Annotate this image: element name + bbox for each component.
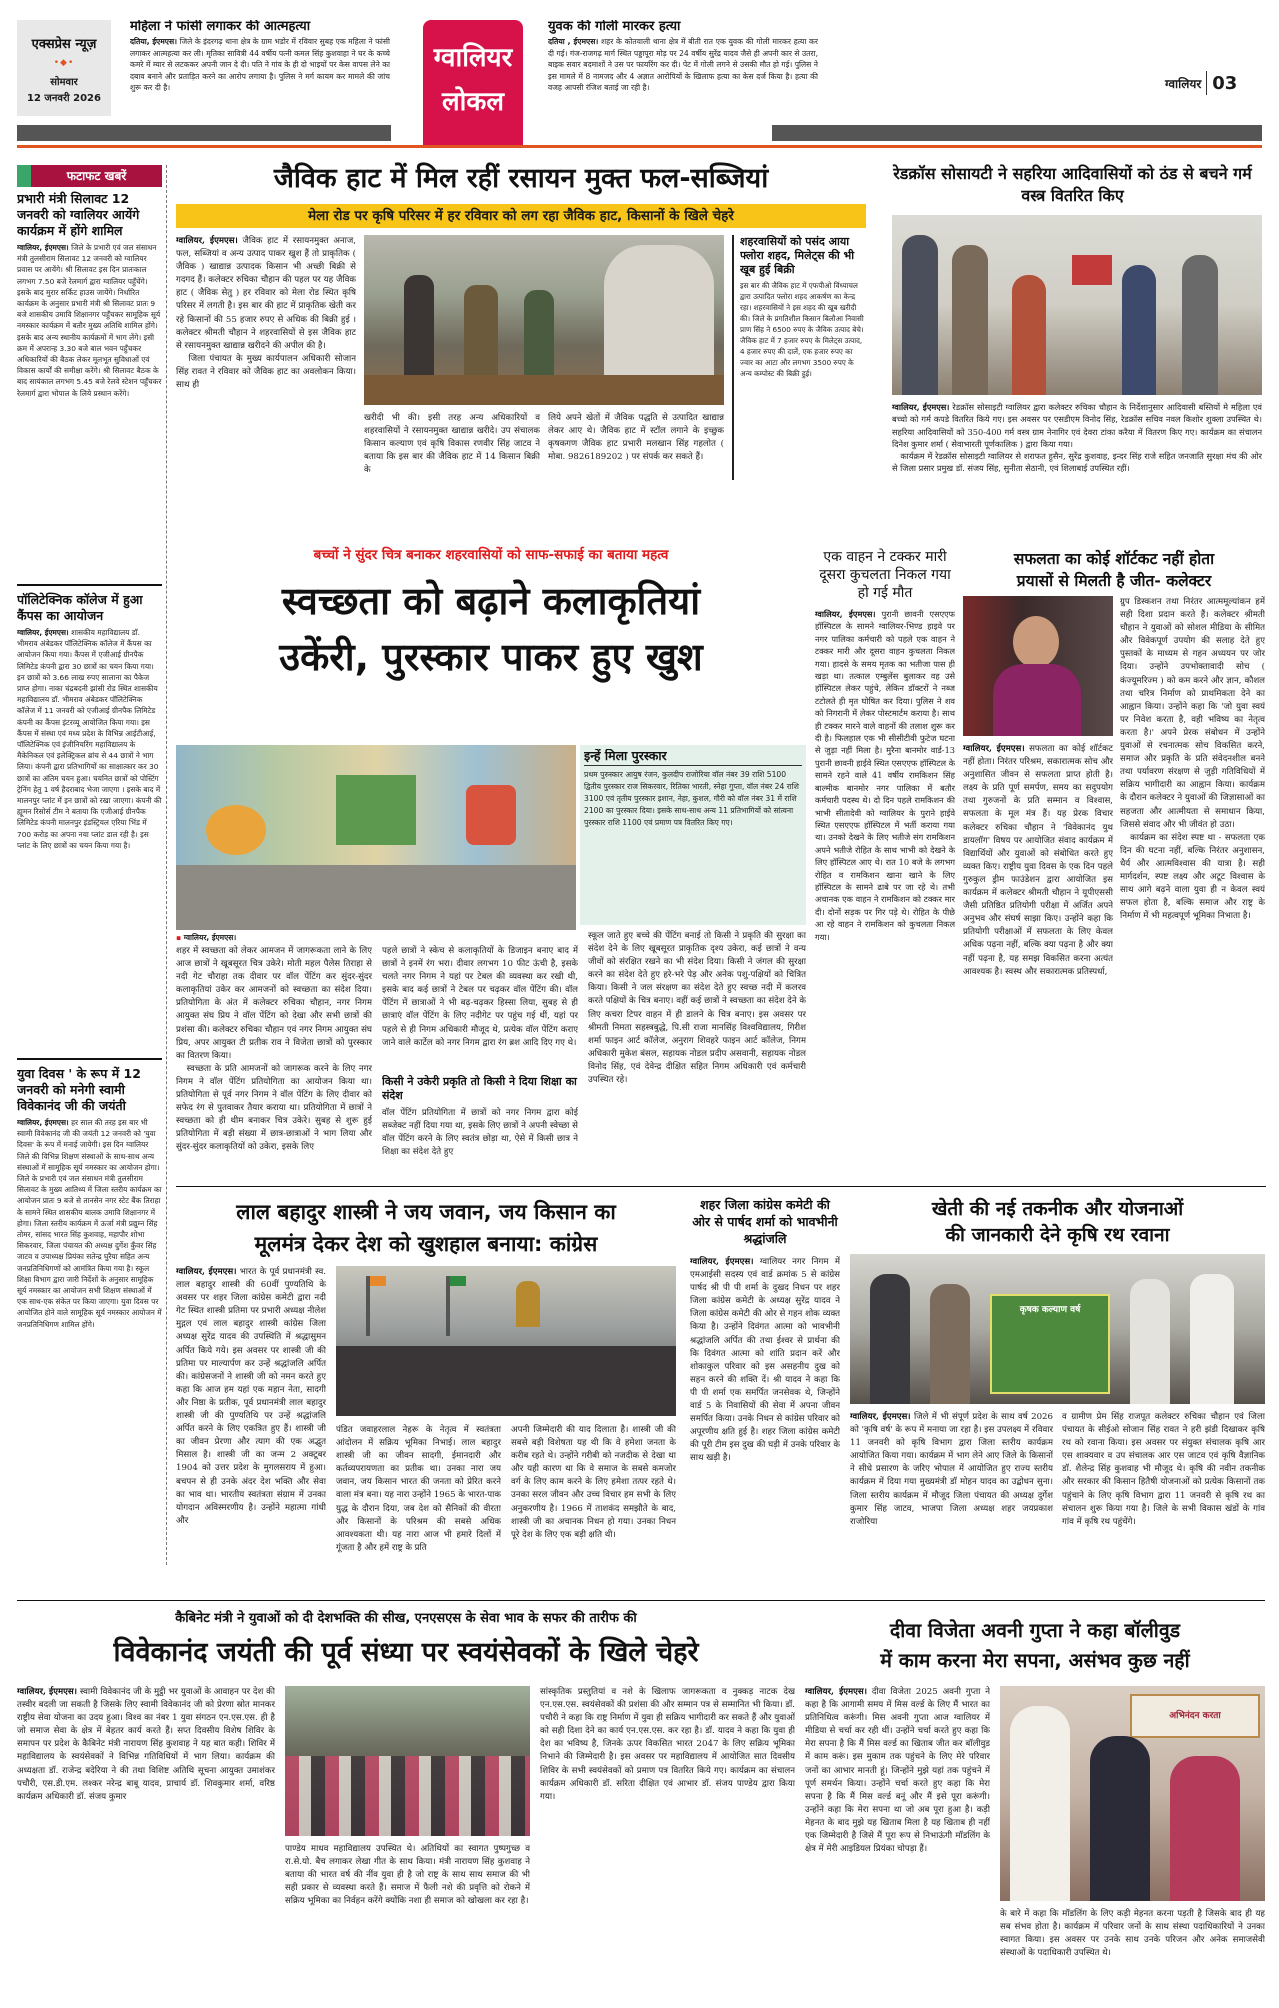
red-cross-body: रेडक्रॉस सोसाइटी ग्वालियर द्वारा कलेक्टर रुचिका चौहान के निर्देशानुसार आदिवासी बस्तियों मे महिला एवं बच्चो को गर्म कपडे वितरित किये गए। इस अवसर पर एसडीएम विनोद सिंह, रेडक्रॉस सचिव नवल किशोर शुक्ला उपस्थित थे। सहरिया आदिवासियों को 350-400 गर्म वस्त्र ग्राम नेनागिर एवं देवरा टांका करैया में वितरण किए गए। कार्यक्रम का संचालन दिनेश कुमार शर्मा ( सेवाभारती पूर्णकालिक ) द्वारा किया गया। [892,402,1262,449]
shastri-headline-line2: मूलमंत्र देकर देश को खुशहाल बनाया: कांग्रेस [254,1232,598,1256]
miss-diva-photo [1000,1686,1265,1901]
organic-market-headline: जैविक हाट में मिल रहीं रसायन मुक्त फल-सब्जियां [273,163,769,194]
shastri-body-col1: भारत के पूर्व प्रधानमंत्री स्व. लाल बहादुर शास्त्री की 60वीं पुण्यतिथि के अवसर पर शहर जिला कांग्रेस कमेटी द्वारा नदी गेट स्थित शास्त्री प्रतिमा पर प्रभारी अध्यक्ष नीलेश मुद्गल एवं लाल बहादुर शास्त्री कांग्रेस जिला अध्यक्ष सुरेंद्र यादव की उपस्थिति में श्रद्धासुमन अर्पित किये गये। इस अवसर पर शास्त्री जी की प्रतिमा पर माल्यार्पण कर उन्हें श्रद्धांजलि अर्पित की। कांग्रेसजनों ने शास्त्री जी को नमन करते हुए कहा कि आज हम यहां एक महान नेता, सादगी और निष्ठा के प्रतीक, पूर्व प्रधानमंत्री लाल बहादुर शास्त्री जी की पुण्यतिथि पर उन्हें श्रद्धांजलि अर्पित करने के लिए एकत्रित हुए हैं। शास्त्री जी का जीवन प्रेरणा और त्याग की एक अद्भुत मिसाल है। शास्त्री जी का जन्म 2 अक्टूबर 1904 को उत्तर प्रदेश के मुगलसराय में हुआ। बचपन से ही उनके अंदर देश भक्ति और सेवा का भाव था। भारतीय स्वतंत्रता संग्राम में उनका योगदान अविस्मरणीय है। उन्होंने महात्मा गांधी और [176,1267,326,1526]
miss-diva-body-col2: के बारे में कहा कि मॉडलिंग के लिए कड़ी मेहनत करना पड़ती है जिसके बाद ही यह सब संभव होता है। कार्यक्रम में परिवार जनों के साथ संस्था पदाधिकारियों ने उनका स्वागत किया। इस अवसर पर उनके साथ उनके परिजन और अनेक समाजसेवी संस्थाओं के पदाधिकारी उपस्थित थे। [1000,1909,1265,1959]
miss-diva-story: दीवा विजेता अवनी गुप्ता ने कहा बॉलीवुड में काम करना मेरा सपना, असंभव कुछ नहीं ग्वालियर, ईएमएस। दीवा विजेता 2025 अवनी गुप्ता ने कहा है कि आगामी समय में मिस वर्ल्ड के लिए मैं भारत का प्रतिनिधित्व करूंगी। मिस अवनी गुप्ता आज ग्वालियर में मीडिया से चर्चा कर रही थीं। उन्होंने चर्चा करते हुए कहा कि मेरा सपना है कि मैं मिस वर्ल्ड का खिताब जीत कर बॉलीवुड में काम करूं। इस मुकाम तक पहुंचने के लिए मेरे परिवार जनों का आभार मानती हूं। जिन्होंने मुझे यहां तक पहुंचने में पूर्ण समर्थन किया। उन्होंने चर्चा करते हुए कहा कि मेरा सपना है कि मैं मिस वर्ल्ड बनूं और मैं इसे पूरा करूंगी। उन्होंने कहा कि मेरा सपना था जो अब पूरा हुआ है। कड़ी मेहनत के बाद मुझे यह खिताब मिला है यह खिताब ही नहीं एक जिम्मेदारी है जिसे मैं पूरा रूप से निभाऊंगी मॉडलिंग के क्षेत्र में मेरी आइडियल प्रियंका चोपड़ा हैं। अभिनंदन करता के बारे में कहा कि मॉडलिंग के लिए कड़ी मेहनत करना पड़ती है जिसके बाद ही यह सब संभव होता है। कार्यक्रम में परिवार जनों के साथ संस्था पदाधिकारियों ने उनका स्वागत किया। इस अवसर पर उनके साथ उनके परिजन और अनेक समाजसेवी संस्थाओं के पदाधिकारी उपस्थित थे। [805,1616,1265,2003]
miss-diva-body-col1: दीवा विजेता 2025 अवनी गुप्ता ने कहा है कि आगामी समय में मिस वर्ल्ड के लिए मैं भारत का प्रतिनिधित्व करूंगी। मिस अवनी गुप्ता आज ग्वालियर में मीडिया से चर्चा कर रही थीं। उन्होंने चर्चा करते हुए कहा कि मेरा सपना है कि मैं मिस वर्ल्ड का खिताब जीत कर बॉलीवुड में काम करूं। इस मुकाम तक पहुंचने के लिए मेरे परिवार जनों का आभार मानती हूं। जिन्होंने मुझे यहां तक पहुंचने में पूर्ण समर्थन किया। उन्होंने चर्चा करते हुए कहा कि मेरा सपना है कि मैं मिस वर्ल्ड बनूं और मैं इसे पूरा करूंगी। उन्होंने कहा कि मेरा सपना था जो अब पूरा हुआ है। कड़ी मेहनत के बाद मुझे यह खिताब मिला है यह खिताब ही नहीं एक जिम्मेदारी है जिसे मैं पूरा रूप से निभाऊंगी मॉडलिंग के क्षेत्र में मेरी आइडियल प्रियंका चोपड़ा हैं। [805,1687,990,1855]
cleanliness-body-col2: पहले छात्रों ने स्केच से कलाकृतियों के डिजाइन बनाए बाद में छात्रों ने इनमें रंग भरा। दीवार लगभग 10 फीट ऊंची है, इसके चलते नगर निगम ने यहां पर टेबल की व्यवस्था कर रखी थी, इसके बाद कई छात्रों ने टेबल पर चढ़कर वॉल पेंटिंग की। वॉल पेंटिंग में छात्राओं ने भी बढ़-चढ़कर हिस्सा लिया, सुबह से ही छात्राएं वॉल पेंटिंग के लिए नदीगेट पर पहुंच गई थीं, यहां पर पहले से ही निगम अधिकारी मौजूद थे, प्रत्येक वॉल पेंटिंग कराए जाने वाले कार्टेल को नगर निगम द्वारा रंग ब्रश आदि दिए गए थे। [382,946,578,1048]
wall-painting-photo [176,745,576,930]
top-right-brief-headline: युवक की गोली मारकर हत्या [548,20,681,34]
top-right-brief [548,20,818,108]
inset-headline: किसी ने उकेरी प्रकृति तो किसी ने दिया शिक्षा का संदेश [382,1075,577,1102]
sidebar [17,165,162,1585]
tribute-body: ग्वालियर नगर निगम में एमआईसी सदस्य एवं वार्ड क्रमांक 5 से कांग्रेस पार्षद श्री पी पी शर्मा के दुखद निधन पर शहर जिला कांग्रेस कमेटी के अध्यक्ष सुरेंद्र यादव ने जिला कांग्रेस कमेटी की ओर से गहन शोक व्यक्त किया है। उन्होंने दिवंगत आत्मा को भावभीनी श्रद्धांजलि अर्पित की तथा ईश्वर से प्रार्थना की कि दिवंगत आत्मा को शांति प्रदान करें और शोकाकुल परिवार को इस असहनीय दुख को सहन करने की शक्ति दें। श्री यादव ने कहा कि पी पी शर्मा एक समर्पित जनसेवक थे, जिन्होंने वार्ड 5 के निवासियों की सेवा में अपना जीवन समर्पित किया। उनके निधन से कांग्रेस परिवार को अपूरणीय क्षति हुई है। शहर जिला कांग्रेस कमेटी की पूरी टीम इस दुख की घड़ी में उनके परिवार के साथ खड़ी है। [690,1257,840,1464]
photo-caption: ▪ ग्वालियर, ईएमएस। [176,933,237,942]
krishi-rath-story: खेती की नई तकनीक और योजनाओं की जानकारी देने कृषि रथ रवाना कृषक कल्याण वर्ष ग्वालियर, ईएमएस। जिले में भी संपूर्ण प्रदेश के साथ वर्ष 2026 को 'कृषि वर्ष' के रूप में मनाया जा रहा है। इस उपलक्ष्य में रविवार 11 जनवरी को कृषि विभाग द्वारा जिला स्तरीय कार्यक्रम आयोजित किया गया। कार्यक्रम में भाग लेने आए जिले के किसानों ने सीधे प्रसारण के जरिए भोपाल में आयोजित हुए राज्य स्तरीय कार्यक्रम में दिया गया मुख्यमंत्री डॉ मोहन यादव का उद्बोधन सुना। जिला स्तरीय कार्यक्रम में मौजूद जिला पंचायत की अध्यक्ष दुर्गेश कुमार सिंह जाटव, भाजपा जिला अध्यक्ष शहर जयप्रकाश राजोरिया व ग्रामीण प्रेम सिंह राजपूत कलेक्टर रुचिका चौहान एवं जिला पंचायत के सीईओ सोजान सिंह रावत ने हरी झंडी दिखाकर कृषि रथ को रवाना किया। इस अवसर पर संयुक्त संचालक कृषि आर एस शाक्यवार व उप संचालक आर एस जाटव एवं कृषि वैज्ञानिक डॉ. शैलेन्द्र सिंह कुशवाह भी मौजूद थे। कृषि की नवीन तकनीक और सरकार की किसान हितैषी योजनाओं को प्रत्येक किसानों तक पहुंचाने के लिए कृषि विभाग द्वारा 11 जनवरी से कृषि रथ का संचालन शुरू किया गया है। जिले के सभी विकास खंडों के गांव गांव में कृषि रथ पहुंचेंगे। [850,1198,1265,1527]
sidebar-story: पॉलिटेक्निक कॉलेज में हुआ कैंपस का आयोजन ग्वालियर, ईएमएस। शासकीय महाविद्यालय डॉ. भीमराव अंबेडकर पॉलिटेक्निक कॉलेज में कैंपस का आयोजन किया गया। कैंपस में एजीआई ग्रीनपैक लिमिटेड कंपनी द्वारा 30 छात्रों का चयन किया गया। इन छात्रों को 3.66 लाख रुपए सालाना का पैकेज प्राप्त होगा। नाका चंद्रबदनी झांसी रोड स्थित शासकीय महाविद्यालय डॉ. भीमराव अंबेडकर पॉलिटेक्निक कॉलेज में 11 जनवरी को एजीआई ग्रीनपैक लिमिटेड कंपनी का कैंपस इंटरव्यू आयोजित किया गया। इस कैंपस में संस्था एवं मध्य प्रदेश के विभिन्न आईटीआई, पॉलिटेक्निक एवं इंजीनियरिंग महाविद्यालय के मैकेनिकल एवं इलेक्ट्रिकल ब्रांच से 44 छात्रों ने भाग लिया। कंपनी द्वारा प्रतिभागियों का साक्षात्कार कर 30 छात्रों का अंतिम चयन हुआ। चयनित छात्रों को पोस्टिंग ट्रेनिंग हेतु 1 वर्ष हैदराबाद भेजा जाएगा । इसके बाद में मालनपुर प्लांट में इन छात्रों को रखा जाएगा। कंपनी की ह्यूमन रिसोर्स टीम ने बताया कि एजीआई ग्रीनपैक लिमिटेड कंपनी मालनपुर इंडस्ट्रियल एरिया भिंड में 700 करोड़ का अपना नया प्लांट डाल रही है। इस प्लांट के लिए छात्रों का चयन किया गया है। [17,592,162,850]
organic-market-sidebox [732,235,866,480]
accident-story: एक वाहन ने टक्कर मारी दूसरा कुचलता निकल गया हो गई मौत ग्वालियर, ईएमएस। पुरानी छावनी एसएएफ हॉस्पिटल के सामने ग्वालियर-भिण्ड हाइवे पर नगर पालिका कर्मचारी को पहले एक वाहन ने टक्कर मारी और दूसरा वाहन कुचलता निकल गया। हादसे के समय मृतक का भतीजा पास ही खड़ा था। तत्काल एम्बुलेंस बुलाकर वह उसे हॉस्पिटल लेकर पहुंचे, लेकिन डॉक्टरों ने नब्ज टटोलते ही मृत घोषित कर दिया। पुलिस ने शव को निगरानी में लेकर पोस्टमार्टम कराया है। साथ ही टक्कर मारने वाले वाहनों की तलाश शुरू कर दी है। फिलहाल एक भी सीसीटीवी फुटेज घटना से जुड़ा नहीं मिला है। मुरैना बानमोर वार्ड-13 पुरानी छावनी हाईवे स्थित एसएएफ हॉस्पिटल के सामने रहने वाले 41 वर्षीय रामकिशन सिंह बाल्मीक बानमोर नगर पालिका में बतौर कर्मचारी पदस्थ थे। दो दिन पहले रामकिशन की भाभी सीतादेवी को ग्वालियर के पुराने हाईवे स्थित एसएएफ हॉस्पिटल में भर्ती कराया गया था। उनको देखने के लिए भतीजे संग रामकिशन अपने भतीजे रोहित के साथ भाभी को देखने के लिए हॉस्पिटल आए थे। रात 10 बजे के लगभग रोहित व रामकिशन खाना खाने के लिए हॉस्पिटल के सामने ढाबे पर जा रहे थे। तभी अचानक एक वाहन ने रामकिशन को टक्कर मार दी। दोनों सड़क पर गिर पड़े थे। रोहित के पीछे आ रहे वाहन ने रामकिशन को कुचलता निकल गया। [815,549,955,942]
page-folio [1165,68,1265,98]
organic-market-photo [364,235,724,405]
vivekananda-body-col1: स्वामी विवेकानंद जी के मुट्ठी भर युवाओं के आवाहन पर देश की तस्वीर बदली जा सकती है जिसके लिए स्वामी विवेकानंद जी को प्रेरणा स्रोत मानकर राष्ट्रीय सेवा योजना का उदय हुआ। विश्व का नंबर 1 युवा संगठन एन.एस.एस. ही है जो समाज सेवा के क्षेत्र में बेहतर कार्य करते हैं। सप्त दिवसीय विशेष शिविर के समापन पर प्रदेश के कैबिनेट मंत्री नारायण सिंह कुशवाह ने यह बात कही। शिविर में महाविद्यालय के स्वयंसेवकों ने विभिन्न गतिविधियों में भाग लिया। कार्यक्रम की अध्यक्षता डॉ. राजेन्द्र बदेरिया ने की तथा विशिष्ट अतिथि सूचना आयुक्त उमाशंकर पचौरी, एस.डी.एम. लश्कर नरेन्द्र बाबू यादव, प्राचार्य डॉ. शिवकुमार शर्मा, वरिष्ठ कार्यक्रम अधिकारी डॉ. संजय कुमार [17,1687,275,1802]
accident-headline: एक वाहन ने टक्कर मारी दूसरा कुचलता निकल गया हो गई मौत [819,549,951,601]
gray-bar-right [772,125,1262,141]
vivekananda-body-col3: सांस्कृतिक प्रस्तुतियां व नशे के खिलाफ जागरूकता व नुक्कड़ नाटक देख एन.एस.एस. स्वयंसेवकों की प्रशंसा की और सम्मान पत्र से सम्मानित भी किया। डॉ. पचौरी ने कहा कि राष्ट्र निर्माण में युवा ही सक्रिय भागीदारी कर सकते हैं और युवाओं को सही दिशा देने का कार्य एन.एस.एस. कर रहा है। डॉ. यादव ने कहा कि युवा ही देश का भविष्य है, जिनके ऊपर विकसित भारत 2047 के लिए सक्रिय भूमिका निभाने की जिम्मेदारी है। इस अवसर पर महाविद्यालय में आयोजित सात दिवसीय शिविर के सभी स्वयंसेवकों को प्रमाण पत्र वितरित किये गए। कार्यक्रम का संचालन कार्यक्रम अधिकारी डॉ. सरिता दीक्षित एवं आभार डॉ. संजय पाण्डेय द्वारा किया गया। [540,1687,795,1802]
page-number: 03 [1212,72,1238,94]
award-headline: इन्हें मिला पुरस्कार [584,749,802,766]
top-left-brief [130,20,390,108]
red-cross-body-2: कार्यक्रम में रेडक्रॉस सोसाइटी ग्वालियर से शराफत हुसैन, सुरेंद्र कुशवाह, इन्दर सिंह राजे सहित जनजाति सुरक्षा मंच की ओर से जिला प्रसार प्रमुख डॉ. संजय सिंह, सुनीता सेठानी, एवं शिलाबाई उपस्थित रहीं। [892,451,1262,474]
accident-body: पुरानी छावनी एसएएफ हॉस्पिटल के सामने ग्वालियर-भिण्ड हाइवे पर नगर पालिका कर्मचारी को पहले एक वाहन ने टक्कर मारी और दूसरा वाहन कुचलता निकल गया। हादसे के समय मृतक का भतीजा पास ही खड़ा था। तत्काल एम्बुलेंस बुलाकर वह उसे हॉस्पिटल लेकर पहुंचे, लेकिन डॉक्टरों ने नब्ज टटोलते ही मृत घोषित कर दिया। पुलिस ने शव को निगरानी में लेकर पोस्टमार्टम कराया है। साथ ही टक्कर मारने वाले वाहनों की तलाश शुरू कर दी है। फिलहाल एक भी सीसीटीवी फुटेज घटना से जुड़ा नहीं मिला है। मुरैना बानमोर वार्ड-13 पुरानी छावनी हाईवे स्थित एसएएफ हॉस्पिटल के सामने रहने वाले 41 वर्षीय रामकिशन सिंह बाल्मीक बानमोर नगर पालिका में बतौर कर्मचारी पदस्थ थे। दो दिन पहले रामकिशन की भाभी सीतादेवी को ग्वालियर के पुराने हाईवे स्थित एसएएफ हॉस्पिटल में भर्ती कराया गया था। उनको देखने के लिए भतीजे संग रामकिशन अपने भतीजे रोहित के साथ भाभी को देखने के लिए हॉस्पिटल आए थे। रात 10 बजे के लगभग रोहित व रामकिशन खाना खाने के लिए हॉस्पिटल के सामने ढाबे पर जा रहे थे। तभी अचानक एक वाहन ने रामकिशन को टक्कर मार दी। दोनों सड़क पर गिर पड़े थे। रोहित के पीछे आ रहे वाहन ने रामकिशन को कुचलता निकल गया। [815,609,955,942]
organic-market-story: जैविक हाट में मिल रहीं रसायन मुक्त फल-सब्जियां मेला रोड पर कृषि परिसर में हर रविवार को लग रहा जैविक हाट, किसानों के खिले चेहरे ग्वालियर, ईएमएस। जैविक हाट में रसायनमुक्त अनाज, फल, सब्जियां व अन्य उत्पाद पाकर खुश हैं तो प्राकृतिक ( जैविक ) खाद्यान्न उत्पादक किसान भी अच्छी बिक्री से गदगद हैं। कलेक्टर रुचिका चौहान की पहल पर यह जैविक हाट ( जैविक सेतु ) हर रविवार को मेला रोड स्थित कृषि परिसर में लगती है। इस बार की हाट में प्राकृतिक खेती कर रहे किसानों की 55 हजार रुपए से अधिक की बिक्री हुई । कलेक्टर श्रीमती चौहान ने शहरवासियों से इस जैविक हाट से रसायनमुक्त खाद्यान्न खरीदने की अपील की है। जिला पंचायत के मुख्य कार्यपालन अधिकारी सोजान सिंह रावत ने रविवार को जैविक हाट का अवलोकन किया। साथ ही खरीदी भी की। इसी तरह अन्य अधिकारियों व शहरवासियों ने रसायनमुक्त खाद्यान्न खरीदे। उप संचालक किसान कल्याण एवं कृषि विकास रणवीर सिंह जाटव ने बताया कि इस बार की जैविक हाट में 14 किसान बिक्री के लिये अपने खेतों में जैविक पद्धति से उत्पादित खाद्यान्न लेकर आए थे। जैविक हाट में स्टॉल लगाने के इच्छुक कृषकगण जैविक हाट प्रभारी मलखान सिंह गहलोत ( मोबा. 9826189202 ) पर संपर्क कर सकते हैं। शहरवासियों को पसंद आया फ्लोरा शहद, मिलेट्स की भी खूब हुई बिक्री इस बार की जैविक हाट में एफपीओ विंध्याचल द्वारा उत्पादित फ्लोरा शहद आकर्षण का केन्द्र रहा। शहरवासियों ने इस शहद की खूब खरीदी की। जिले के प्रगतिशील किसान बिलौआ निवासी प्राण सिंह ने 6500 रुपए के जैविक उत्पाद बेचे। जैविक हाट में 7 हजार रुपए के मिलेट्स उत्पाद, 4 हजार रुपए की दालें, एक हजार रुपए का ज्वार का आटा और लगभग 3500 रुपए के अन्य कम्पोस्ट की बिक्री हुई। [176,160,866,540]
sidebar-story: युवा दिवस ' के रूप में 12 जनवरी को मनेगी स्वामी विवेकानंद जी की जयंती ग्वालियर, ईएमएस। हर साल की तरह इस बार भी स्वामी विवेकानंद जी की जयंती 12 जनवरी को 'युवा दिवस' के रूप में मनाई जायेगी। इस दिन ग्वालियर जिले की विभिन्न शिक्षण संस्थाओं के साथ-साथ अन्य संस्थाओं में सामूहिक सूर्य नमस्कार का आयोजन होगा। जिले के प्रभारी एवं जल संसाधन मंत्री तुलसीराम सिलावट के मुख्य आतिथ्य में जिला स्तरीय कार्यक्रम का आयोजन प्रातः 9 बजे से तानसेन नगर स्टेट बैंक तिराहा के सामने स्थित शासकीय बालक उमावि शिक्षानगर में होगा। जिला स्तरीय कार्यक्रम में ऊर्जा मंत्री प्रद्युम्न सिंह तोमर, सांसद भारत सिंह कुशवाह, महापौर शोभा सिकरवार, जिला पंचायत की अध्यक्ष दुर्गेश कुँवर सिंह जाटव व उपाध्यक्ष प्रियंका सतेन्द्र घुरैया सहित अन्य जनप्रतिनिधिगणों को आमंत्रित किया गया है। स्कूल शिक्षा विभाग द्वारा जारी निर्देशों के अनुसार सामूहिक सूर्य नमस्कार का आयोजन सभी शिक्षण संस्थाओं में एक साथ-एक संकेत पर किया जाएगा। युवा दिवस पर आयोजित होने वाले सामूहिक सूर्य नमस्कार आयोजन में जनप्रतिनिधिगण शामिल होंगे। [17,1066,162,1329]
sidebar-label: फटाफट खबरें [17,165,162,187]
issue-day: सोमवार [50,77,78,88]
sidebar-story-body: हर साल की तरह इस बार भी स्वामी विवेकानंद जी की जयंती 12 जनवरी को 'युवा दिवस' के रूप में मनाई जायेगी। इस दिन ग्वालियर जिले की विभिन्न शिक्षण संस्थाओं के साथ-साथ अन्य संस्थाओं में सामूहिक सूर्य नमस्कार का आयोजन होगा। जिले के प्रभारी एवं जल संसाधन मंत्री तुलसीराम सिलावट के मुख्य आतिथ्य में जिला स्तरीय कार्यक्रम का आयोजन प्रातः 9 बजे से तानसेन नगर स्टेट बैंक तिराहा के सामने स्थित शासकीय बालक उमावि शिक्षानगर में होगा। जिला स्तरीय कार्यक्रम में ऊर्जा मंत्री प्रद्युम्न सिंह तोमर, सांसद भारत सिंह कुशवाह, महापौर शोभा सिकरवार, जिला पंचायत की अध्यक्ष दुर्गेश कुँवर सिंह जाटव व उपाध्यक्ष प्रियंका सतेन्द्र घुरैया सहित अन्य जनप्रतिनिधिगणों को आमंत्रित किया गया है। स्कूल शिक्षा विभाग द्वारा जारी निर्देशों के अनुसार सामूहिक सूर्य नमस्कार का आयोजन सभी शिक्षण संस्थाओं में एक साथ-एक संकेत पर किया जाएगा। युवा दिवस पर आयोजित होने वाले सामूहिक सूर्य नमस्कार आयोजन में जनप्रतिनिधिगण शामिल होंगे। [17,1118,162,1329]
issue-date: 12 जनवरी 2026 [27,93,101,104]
section-title-line2: लोकल [442,87,504,117]
section-rule [17,1600,1265,1601]
krishi-headline-line1: खेती की नई तकनीक और योजनाओं [931,1198,1184,1220]
vivekananda-body-col2: पाण्डेय माधव महाविद्यालय उपस्थित थे। अतिथियों का स्वागत पुष्पगुच्छ व रा.से.यो. बैच लगाकर लेखा गीत के साथ किया। मंत्री नारायण सिंह कुशवाह ने बताया की भारत वर्ष की नींव युवा ही है जो राष्ट्र के साथ साथ समाज की भी सही प्रकार से व्यवस्था करते हैं। समाज में फैली नशे की प्रवृत्ति को रोकने में सक्रिय भूमिका का निर्वहन करेंगे क्योंकि नशा ही समाज को खोखला कर रहा है। [285,1844,530,1907]
top-left-brief-dateline: दतिया, ईएमएस। [130,37,178,47]
collector-body-left: सफलता का कोई शॉर्टकट नहीं होता। निरंतर परिश्रम, सकारात्मक सोच और अनुशासित जीवन से सफलता प्राप्त होती है। लक्ष्य के प्रति पूर्ण समर्पण, समय का सदुपयोग तथा गुरुजनों के प्रति सम्मान व विश्वास, सफलता के मूल मंत्र हैं। यह प्रेरक विचार कलेक्टर रुचिका चौहान ने 'विवेकानंद युथ डायलॉग' विषय पर आयोजित संवाद कार्यक्रम में विद्यार्थियों और युवाओं को संबोधित करते हुए व्यक्त किए। राष्ट्रीय युवा दिवस के एक दिन पहले गुरुकुल ड्रीम फाउंडेशन द्वारा आयोजित इस कार्यक्रम में कलेक्टर श्रीमती चौहान ने यूपीएससी जैसी प्रतिष्ठित प्रतियोगी परीक्षा में अर्जित अपने अनुभव और संघर्ष साझा किए। उन्होंने कहा कि प्रतियोगी परीक्षाओं में सफलता के लिए केवल अधिक पढ़ना नहीं, बल्कि क्या पढ़ना है और क्या नहीं पढ़ना है, यह समझ विकसित करना अत्यंत आवश्यक है। स्वस्थ और सकारात्मक प्रतिस्पर्धा, [963,744,1113,977]
sidebar-story-headline: पॉलिटेक्निक कॉलेज में हुआ कैंपस का आयोजन [17,592,143,623]
sidebox-body: इस बार की जैविक हाट में एफपीओ विंध्याचल द्वारा उत्पादित फ्लोरा शहद आकर्षण का केन्द्र रहा। शहरवासियों ने इस शहद की खूब खरीदी की। जिले के प्रगतिशील किसान बिलौआ निवासी प्राण सिंह ने 6500 रुपए के जैविक उत्पाद बेचे। जैविक हाट में 7 हजार रुपए के मिलेट्स उत्पाद, 4 हजार रुपए की दालें, एक हजार रुपए का ज्वार का आटा और लगभग 3500 रुपए के अन्य कम्पोस्ट की बिक्री हुई। [740,281,864,378]
red-cross-story: रेडक्रॉस सोसायटी ने सहरिया आदिवासियों को ठंड से बचने गर्म वस्त्र वितरित किए ग्वालियर, ईएमएस। रेडक्रॉस सोसाइटी ग्वालियर द्वारा कलेक्टर रुचिका चौहान के निर्देशानुसार आदिवासी बस्तियों मे महिला एवं बच्चो को गर्म कपडे वितरित किये गए। इस अवसर पर एसडीएम विनोद सिंह, रेडक्रॉस सचिव नवल किशोर शुक्ला उपस्थित थे। सहरिया आदिवासियों को 350-400 गर्म वस्त्र ग्राम नेनागिर एवं देवरा टांका करैया में वितरण किए गए। कार्यक्रम का संचालन दिनेश कुमार शर्मा ( सेवाभारती पूर्णकालिक ) द्वारा किया गया। कार्यक्रम में रेडक्रॉस सोसाइटी ग्वालियर से शराफत हुसैन, सुरेंद्र कुशवाह, इन्दर सिंह राजे सहित जनजाति सुरक्षा मंच की ओर से जिला प्रसार प्रमुख डॉ. संजय सिंह, सुनीता सेठानी, एवं शिलाबाई उपस्थित रहीं। [880,163,1265,533]
organic-market-body: जैविक हाट में रसायनमुक्त अनाज, फल, सब्जियां व अन्य उत्पाद पाकर खुश हैं तो प्राकृतिक ( जैविक ) खाद्यान्न उत्पादक किसान भी अच्छी बिक्री से गदगद हैं। कलेक्टर रुचिका चौहान की पहल पर यह जैविक हाट ( जैविक सेतु ) हर रविवार को मेला रोड स्थित कृषि परिसर में लगती है। इस बार की हाट में प्राकृतिक खेती कर रहे किसानों की 55 हजार रुपए से अधिक की बिक्री हुई । कलेक्टर श्रीमती चौहान ने शहरवासियों से इस जैविक हाट से रसायनमुक्त खाद्यान्न खरीदने की अपील की है। [176,236,356,351]
sidebar-story-headline: प्रभारी मंत्री सिलावट 12 जनवरी को ग्वालियर आयेंगे कार्यक्रम में होंगे शामिल [17,191,140,238]
red-cross-headline: रेडक्रॉस सोसायटी ने सहरिया आदिवासियों को ठंड से बचने गर्म वस्त्र वितरित किए [893,164,1252,205]
divider [17,584,162,586]
miss-diva-headline-line1: दीवा विजेता अवनी गुप्ता ने कहा बॉलीवुड [889,1619,1181,1642]
vivekananda-kicker: कैबिनेट मंत्री ने युवाओं को दी देशभक्ति की सीख, एनएसएस के सेवा भाव के सफर की तारीफ की [175,1611,637,1626]
top-right-brief-dateline: दतिया , ईएमएस। [548,37,599,47]
section-title-block [423,20,523,147]
shastri-story: लाल बहादुर शास्त्री ने जय जवान, जय किसान का मूलमंत्र देकर देश को खुशहाल बनाया: कांग्रेस ग्वालियर, ईएमएस। भारत के पूर्व प्रधानमंत्री स्व. लाल बहादुर शास्त्री की 60वीं पुण्यतिथि के अवसर पर शहर जिला कांग्रेस कमेटी द्वारा नदी गेट स्थित शास्त्री प्रतिमा पर प्रभारी अध्यक्ष नीलेश मुद्गल एवं लाल बहादुर शास्त्री कांग्रेस जिला अध्यक्ष सुरेंद्र यादव की उपस्थिति में श्रद्धासुमन अर्पित किये गये। इस अवसर पर शास्त्री जी की प्रतिमा पर माल्यार्पण कर उन्हें श्रद्धांजलि अर्पित की। कांग्रेसजनों ने शास्त्री जी को नमन करते हुए कहा कि आज हम यहां एक महान नेता, सादगी और निष्ठा के प्रतीक, पूर्व प्रधानमंत्री लाल बहादुर शास्त्री जी की पुण्यतिथि पर उन्हें श्रद्धांजलि अर्पित करने के लिए एकत्रित हुए हैं। शास्त्री जी का जीवन प्रेरणा और त्याग की एक अद्भुत मिसाल है। शास्त्री जी का जन्म 2 अक्टूबर 1904 को उत्तर प्रदेश के मुगलसराय में हुआ। बचपन से ही उनके अंदर देश भक्ति और सेवा का भाव था। भारतीय स्वतंत्रता संग्राम में उनका योगदान अविस्मरणीय है। उन्होंने महात्मा गांधी और पंडित जवाहरलाल नेहरू के नेतृत्व में स्वतंत्रता आंदोलन में सक्रिय भूमिका निभाई। लाल बहादुर शास्त्री जी का जीवन सादगी, ईमानदारी और कर्तव्यपरायणता का प्रतीक था। उनका नारा जय जवान, जय किसान भारत की जनता को प्रेरित करने वाला मंत्र बना। यह नारा उन्होंने 1965 के भारत-पाक युद्ध के दौरान दिया, जब देश को सैनिकों की वीरता और किसानों के परिश्रम की सबसे अधिक आवश्यकता थी। यह नारा आज भी हमारे दिलों में गूंजता है और हमें राष्ट्र के प्रति अपनी जिम्मेदारी की याद दिलाता है। शास्त्री जी की सबसे बड़ी विशेषता यह थी कि वे हमेशा जनता के करीब रहते थे। उन्होंने गरीबी को नजदीक से देखा था और यही कारण था कि वे समाज के सबसे कमजोर वर्ग के लिए काम करने के लिए हमेशा तत्पर रहते थे। उनका सरल जीवन और उच्च विचार हम सभी के लिए अनुकरणीय है। 1966 में ताशकंद समझौते के बाद, शास्त्री जी का अचानक निधन हो गया। उनका निधन पूरे देश के लिए एक बड़ी क्षति थी। [176,1196,676,1596]
nss-group-photo [285,1686,530,1836]
vivekananda-story: कैबिनेट मंत्री ने युवाओं को दी देशभक्ति की सीख, एनएसएस के सेवा भाव के सफर की तारीफ की विवेकानंद जयंती की पूर्व संध्या पर स्वयंसेवकों के खिले चेहरे ग्वालियर, ईएमएस। स्वामी विवेकानंद जी के मुट्ठी भर युवाओं के आवाहन पर देश की तस्वीर बदली जा सकती है जिसके लिए स्वामी विवेकानंद जी को प्रेरणा स्रोत मानकर राष्ट्रीय सेवा योजना का उदय हुआ। विश्व का नंबर 1 युवा संगठन एन.एस.एस. ही है जो समाज सेवा के क्षेत्र में बेहतर कार्य करते हैं। सप्त दिवसीय विशेष शिविर के समापन पर प्रदेश के कैबिनेट मंत्री नारायण सिंह कुशवाह ने यह बात कही। शिविर में महाविद्यालय के स्वयंसेवकों ने विभिन्न गतिविधियों में भाग लिया। कार्यक्रम की अध्यक्षता डॉ. राजेन्द्र बदेरिया ने की तथा विशिष्ट अतिथि सूचना आयुक्त उमाशंकर पचौरी, एस.डी.एम. लश्कर नरेन्द्र बाबू यादव, प्राचार्य डॉ. शिवकुमार शर्मा, वरिष्ठ कार्यक्रम अधिकारी डॉ. संजय कुमार पाण्डेय माधव महाविद्यालय उपस्थित थे। अतिथियों का स्वागत पुष्पगुच्छ व रा.से.यो. बैच लगाकर लेखा गीत के साथ किया। मंत्री नारायण सिंह कुशवाह ने बताया की भारत वर्ष की नींव युवा ही है जो राष्ट्र के साथ साथ समाज की भी सही प्रकार से व्यवस्था करते हैं। समाज में फैली नशे की प्रवृत्ति को रोकने में सक्रिय भूमिका का निर्वहन करेंगे क्योंकि नशा ही समाज को खोखला कर रहा है। सांस्कृतिक प्रस्तुतियां व नशे के खिलाफ जागरूकता व नुक्कड़ नाटक देख एन.एस.एस. स्वयंसेवकों की प्रशंसा की और सम्मान पत्र से सम्मानित भी किया। डॉ. पचौरी ने कहा कि राष्ट्र निर्माण में युवा ही सक्रिय भागीदारी कर सकते हैं और युवाओं को सही दिशा देने का कार्य एन.एस.एस. कर रहा है। डॉ. यादव ने कहा कि युवा ही देश का भविष्य है, जिनके ऊपर विकसित भारत 2047 के लिए सक्रिय भूमिका निभाने की जिम्मेदारी है। इस अवसर पर महाविद्यालय में आयोजित सात दिवसीय शिविर के सभी स्वयंसेवकों को प्रमाण पत्र वितरित किये गए। कार्यक्रम का संचालन कार्यक्रम अधिकारी डॉ. सरिता दीक्षित एवं आभार डॉ. संजय पाण्डेय द्वारा किया गया। [17,1608,795,2003]
top-left-brief-headline: महिला ने फांसी लगाकर की आत्महत्या [130,20,311,34]
krishi-body-col1: जिले में भी संपूर्ण प्रदेश के साथ वर्ष 2026 को 'कृषि वर्ष' के रूप में मनाया जा रहा है। इस उपलक्ष्य में रविवार 11 जनवरी को कृषि विभाग द्वारा जिला स्तरीय कार्यक्रम आयोजित किया गया। कार्यक्रम में भाग लेने आए जिले के किसानों ने सीधे प्रसारण के जरिए भोपाल में आयोजित हुए राज्य स्तरीय कार्यक्रम में दिया गया मुख्यमंत्री डॉ मोहन यादव का उद्बोधन सुना। जिला स्तरीय कार्यक्रम में मौजूद जिला पंचायत की अध्यक्ष दुर्गेश कुमार सिंह जाटव, भाजपा जिला अध्यक्ष शहर जयप्रकाश राजोरिया [850,1412,1053,1527]
paper-name: एक्सप्रेस न्यूज़ [31,37,97,52]
diamond-ornament-icon: •◆• [53,58,75,68]
paper-name-box [17,20,111,116]
divider [17,1058,162,1060]
cleanliness-body-col1b: स्वच्छता के प्रति आमजनों को जागरूक करने के लिए नगर निगम ने वॉल पेंटिंग प्रतियोगिता का आयोजन किया था। प्रतियोगिता से पूर्व नगर निगम ने वॉल पेंटिंग के लिए दीवार को सफेद रंग से पुतवाकर तैयार कराया था। प्रतियोगिता में छात्रों ने स्वच्छता को ही थीम बनाकर चित्र उकेरे। सुबह से शुरू हुई प्रतियोगिता में बड़ी संख्या में छात्र-छात्राओं ने भाग लिया और सुंदर-सुंदर कलाकृतियों को उकेरा, इसके लिए [176,1063,372,1153]
caption-marker-icon: ▪ [176,933,182,942]
shastri-headline-line1: लाल बहादुर शास्त्री ने जय जवान, जय किसान का [236,1200,616,1224]
cleanliness-headline-line2: उकेंरी, पुरस्कार पाकर हुए खुश [279,635,703,679]
section-rule [176,1186,1266,1187]
collector-headline-line2: प्रयासों से मिलती है जीत- कलेक्टर [1016,572,1212,590]
organic-market-subheadline: मेला रोड पर कृषि परिसर में हर रविवार को लग रहा जैविक हाट, किसानों के खिले चेहरे [176,204,866,228]
organic-market-body-2: जिला पंचायत के मुख्य कार्यपालन अधिकारी सोजान सिंह रावत ने रविवार को जैविक हाट का अवलोकन किया। साथ ही [176,353,356,391]
sidebar-story: प्रभारी मंत्री सिलावट 12 जनवरी को ग्वालियर आयेंगे कार्यक्रम में होंगे शामिल ग्वालियर, ईएमएस। जिले के प्रभारी एवं जल संसाधन मंत्री तुलसीराम सिलावट 12 जनवरी को ग्वालियर प्रवास पर आयेंगे। श्री सिलावट इस दिन प्रातःकाल लगभग 7.50 बजे रेलमार्ग द्वारा ग्वालियर पहुँचेंगे। इसके बाद मुरार सर्किट हाउस जायेंगे। निर्धारित कार्यक्रम के अनुसार प्रभारी मंत्री श्री सिलावट प्रातः 9 बजे शासकीय उमावि शिक्षानगर पहुँचकर सामूहिक सूर्य नमस्कार कार्यक्रम में बतौर मुख्य अतिथि शामिल होंगे। इसके बाद अन्य स्थानीय कार्यक्रमों में भाग लेंगे। इसी क्रम में अपरान्ह 3.30 बजे बाल भवन पहुँचकर अधिकारियों की बैठक लेकर मूलभूत सुविधाओं एवं विकास कार्यों की समीक्षा करेंगे। श्री सिलावट बैठक के बाद सायंकाल लगभग 5.45 बजे रेलवे स्टेशन पहुँचकर रेलमार्ग द्वारा भोपाल के लिये प्रस्थान करेंगे। [17,191,162,398]
krishi-body-col2: व ग्रामीण प्रेम सिंह राजपूत कलेक्टर रुचिका चौहान एवं जिला पंचायत के सीईओ सोजान सिंह रावत ने हरी झंडी दिखाकर कृषि रथ को रवाना किया। इस अवसर पर संयुक्त संचालक कृषि आर एस शाक्यवार व उप संचालक आर एस जाटव एवं कृषि वैज्ञानिक डॉ. शैलेन्द्र सिंह कुशवाह भी मौजूद थे। कृषि की नवीन तकनीक और सरकार की किसान हितैषी योजनाओं को प्रत्येक किसानों तक पहुंचाने के लिए कृषि विभाग द्वारा 11 जनवरी से कृषि रथ का संचालन शुरू किया गया है। जिले के सभी विकास खंडों के गांव गांव में कृषि रथ पहुंचेंगे। [1062,1412,1265,1527]
sidebar-story-headline: युवा दिवस ' के रूप में 12 जनवरी को मनेगी स्वामी विवेकानंद जी की जयंती [17,1066,141,1113]
sidebar-story-body: जिले के प्रभारी एवं जल संसाधन मंत्री तुलसीराम सिलावट 12 जनवरी को ग्वालियर प्रवास पर आयेंगे। श्री सिलावट इस दिन प्रातःकाल लगभग 7.50 बजे रेलमार्ग द्वारा ग्वालियर पहुँचेंगे। इसके बाद मुरार सर्किट हाउस जायेंगे। निर्धारित कार्यक्रम के अनुसार प्रभारी मंत्री श्री सिलावट प्रातः 9 बजे शासकीय उमावि शिक्षानगर पहुँचकर सामूहिक सूर्य नमस्कार कार्यक्रम में बतौर मुख्य अतिथि शामिल होंगे। इसके बाद अन्य स्थानीय कार्यक्रमों में भाग लेंगे। इसी क्रम में अपरान्ह 3.30 बजे बाल भवन पहुँचकर अधिकारियों की बैठक लेकर मूलभूत सुविधाओं एवं विकास कार्यों की समीक्षा करेंगे। श्री सिलावट बैठक के बाद सायंकाल लगभग 5.45 बजे रेलवे स्टेशन पहुँचकर रेलमार्ग द्वारा भोपाल के लिये प्रस्थान करेंगे। [17,243,162,398]
cleanliness-body-col1: शहर में स्वच्छता को लेकर आमजन में जागरूकता लाने के लिए आज छात्रों ने खूबसूरत चित्र उकेरे। मोती महल पैलेस तिराहा से नदी गेट चौराहा तक दीवार पर वॉल पेंटिंग कर सुंदर-सुंदर कलाकृतियां उकेर कर आमजनों को स्वच्छता का संदेश दिया। प्रतियोगिता के अंत में कलेक्टर रुचिका चौहान, नगर निगम आयुक्त संघ प्रिय ने वॉल पेंटिंग को देखा और सभी छात्रों की प्रशंसा की। कलेक्टर रुचिका चौहान एवं नगर निगम आयुक्त संघ प्रिय, अपर आयुक्त टी प्रतीक राव ने विजेता छात्रों को पुरस्कार का वितरण किया। [176,946,372,1061]
tribute-headline: शहर जिला कांग्रेस कमेटी की ओर से पार्षद शर्मा को भावभीनी श्रद्धांजलि [692,1197,838,1246]
miss-diva-headline-line2: में काम करना मेरा सपना, असंभव कुछ नहीं [880,1649,1190,1672]
vivekananda-headline: विवेकानंद जयंती की पूर्व संध्या पर स्वयंसेवकों के खिले चेहरे [113,1637,699,1668]
sidebox-headline: शहरवासियों को पसंद आया फ्लोरा शहद, मिलेट्स की भी खूब हुई बिक्री [740,235,855,276]
tribute-story: शहर जिला कांग्रेस कमेटी की ओर से पार्षद शर्मा को भावभीनी श्रद्धांजलि ग्वालियर, ईएमएस। ग्वालियर नगर निगम में एमआईसी सदस्य एवं वार्ड क्रमांक 5 से कांग्रेस पार्षद श्री पी पी शर्मा के दुखद निधन पर शहर जिला कांग्रेस कमेटी के अध्यक्ष सुरेंद्र यादव ने जिला कांग्रेस कमेटी की ओर से गहन शोक व्यक्त किया है। उन्होंने दिवंगत आत्मा को भावभीनी श्रद्धांजलि अर्पित की तथा ईश्वर से प्रार्थना की कि दिवंगत आत्मा को शांति प्रदान करें और शोकाकुल परिवार को इस असहनीय दुख को सहन करने की शक्ति दें। श्री यादव ने कहा कि पी पी शर्मा एक समर्पित जनसेवक थे, जिन्होंने वार्ड 5 के निवासियों की सेवा में अपना जीवन समर्पित किया। उनके निधन से कांग्रेस परिवार को अपूरणीय क्षति हुई है। शहर जिला कांग्रेस कमेटी की पूरी टीम इस दुख की घड़ी में उनके परिवार के साथ खड़ी है। [690,1197,840,1464]
cleanliness-kicker: बच्चों ने सुंदर चित्र बनाकर शहरवासियों को साफ-सफाई का बताया महत्व [313,547,669,563]
collector-body-right: ग्रुप डिस्कशन तथा निरंतर आत्ममूल्यांकन हमें सही दिशा प्रदान करते हैं। कलेक्टर श्रीमती चौहान ने युवाओं को सोशल मीडिया के सीमित और विवेकपूर्ण उपयोग की सलाह देते हुए पुस्तकों के माध्यम से गहन अध्ययन पर जोर दिया। उन्होंने उपभोक्तावादी सोच ( कंज्यूमरिज्म ) को कम करने और ज्ञान, कौशल तथा चरित्र निर्माण को प्राथमिकता देने का आह्वान किया। उन्होंने कहा कि 'जो युवा स्वयं पर निवेश करता है, वही भविष्य का नेतृत्व करता है।' अपने प्रेरक संबोधन में उन्होंने युवाओं से रचनात्मक सोच विकसित करने, समाज और प्रकृति के प्रति संवेदनशील बनने तथा पर्यावरण संरक्षण से जुड़ी गतिविधियों में सक्रिय भागीदारी का आह्वान किया। कार्यक्रम के दौरान कलेक्टर ने युवाओं की जिज्ञासाओं का सहजता और आत्मीयता से समाधान किया, जिससे संवाद और भी जीवंत हो उठा। [1120,597,1265,830]
section-title-line1: ग्वालियर [433,43,513,73]
cleanliness-body-col3: स्कूल जाते हुए बच्चे की पेंटिंग बनाई तो किसी ने प्रकृति की सुरक्षा का संदेश देने के लिए खूबसूरत प्राकृतिक दृश्य उकेरा, कई छात्रों ने वन्य जीवों को संरक्षित रखने का भी संदेश दिया। किसी ने जंगल की सुरक्षा करने का संदेश देते हुए हरे-भरे पेड़ और अनेक पशु-पक्षियों को चित्रित किया। किसी ने जल संरक्षण का संदेश देते हुए स्वच्छ नदी में कलरव करते पक्षियों के चित्र बनाए। वहीं कई छात्रों ने स्वच्छता का संदेश देने के लिए कचरा टिपर वाहन में ही डालने के चित्र बनाए। इस अवसर पर श्रीमती निमता सहस्त्रबुद्धे, पि.सी राजा मानसिंह विश्वविद्यालय, गिरीश शर्मा फाइन आर्ट कॉलेज, अनुराग शिवहरे फाइन आर्ट कॉलेज, निगम अधिकारी मुकेश बंसल, सहायक नोडल प्रदीप असवानी, सहायक नोडल विनोद सिंह, एवं देवेन्द्र दीक्षित सहित निगम अधिकारी एवं कर्मचारी उपस्थित रहे। [588,931,806,1086]
award-box [580,745,806,925]
folio-city: ग्वालियर [1165,76,1202,91]
column-divider [166,165,167,1565]
award-body: प्रथम पुरुस्कार आयुष रंजन, कुलदीप राजोरिया वॉल नंबर 39 राशि 5100 द्वितीय पुरस्कार राज सिकरवार, रितिका भारती, स्नेहा गुप्ता, वॉल नंबर 24 राशि 3100 एवं तृतीय पुरस्कार इशान, नेहा, कुशल, गौरी को वॉल नंबर 31 में राशि 2100 का पुरस्कार दिया। इसके साथ-साथ अन्य 11 प्रतिभागियों को सांत्वना पुरस्कार राशि 1100 एवं प्रमाण पत्र वितरित किए गए। [584,769,799,827]
sidebar-story-body: शासकीय महाविद्यालय डॉ. भीमराव अंबेडकर पॉलिटेक्निक कॉलेज में कैंपस का आयोजन किया गया। कैंपस में एजीआई ग्रीनपैक लिमिटेड कंपनी द्वारा 30 छात्रों का चयन किया गया। इन छात्रों को 3.66 लाख रुपए सालाना का पैकेज प्राप्त होगा। नाका चंद्रबदनी झांसी रोड स्थित शासकीय महाविद्यालय डॉ. भीमराव अंबेडकर पॉलिटेक्निक कॉलेज में 11 जनवरी को एजीआई ग्रीनपैक लिमिटेड कंपनी का कैंपस इंटरव्यू आयोजित किया गया। इस कैंपस में संस्था एवं मध्य प्रदेश के विभिन्न आईटीआई, पॉलिटेक्निक एवं इंजीनियरिंग महाविद्यालय के मैकेनिकल एवं इलेक्ट्रिकल ब्रांच से 44 छात्रों ने भाग लिया। कंपनी द्वारा प्रतिभागियों का साक्षात्कार कर 30 छात्रों का अंतिम चयन हुआ। चयनित छात्रों को पोस्टिंग ट्रेनिंग हेतु 1 वर्ष हैदराबाद भेजा जाएगा । इसके बाद में मालनपुर प्लांट में इन छात्रों को रखा जाएगा। कंपनी की ह्यूमन रिसोर्स टीम ने बताया कि एजीआई ग्रीनपैक लिमिटेड कंपनी मालनपुर इंडस्ट्रियल एरिया भिंड में 700 करोड़ का अपना नया प्लांट डाल रही है। इस प्लांट के लिए छात्रों का चयन किया गया है। [17,628,162,850]
organic-market-body-col2: खरीदी भी की। इसी तरह अन्य अधिकारियों व शहरवासियों ने रसायनमुक्त खाद्यान्न खरीदे। उप संचालक किसान कल्याण एवं कृषि विकास रणवीर सिंह जाटव ने बताया कि इस बार की जैविक हाट में 14 किसान बिक्री के [364,413,540,476]
folio-divider [1206,71,1207,95]
cleanliness-story [176,545,806,1185]
inset-body: वॉल पेंटिंग प्रतियोगिता में छात्रों को नगर निगम द्वारा कोई सब्जेक्ट नहीं दिया गया था, इसके लिए छात्रों ने अपनी स्वेच्छा से वॉल पेंटिंग करने के लिए स्वतंत्र छोड़ा था, ऐसे में किसी छात्र ने शिक्षा का संदेश देते हुए [382,1108,578,1158]
collector-body-end: कार्यक्रम का संदेश स्पष्ट था - सफलता एक दिन की घटना नहीं, बल्कि निरंतर अनुशासन, धैर्य और आत्मविश्वास की यात्रा है। सही मार्गदर्शन, स्पष्ट लक्ष्य और अटूट विश्वास के साथ आगे बढ़ने वाला युवा ही न केवल स्वयं सफल होता है, बल्कि समाज और राष्ट्र के निर्माण में भी महत्वपूर्ण भूमिका निभाता है। [1120,832,1265,922]
shastri-photo [336,1266,676,1416]
cleanliness-headline-line1: स्वच्छता को बढ़ाने कलाकृतियां [281,579,701,623]
shastri-body-col3: अपनी जिम्मेदारी की याद दिलाता है। शास्त्री जी की सबसे बड़ी विशेषता यह थी कि वे हमेशा जनता के करीब रहते थे। उन्होंने गरीबी को नजदीक से देखा था और यही कारण था कि वे समाज के सबसे कमजोर वर्ग के लिए काम करने के लिए हमेशा तत्पर रहते थे। उनका सरल जीवन और उच्च विचार हम सभी के लिए अनुकरणीय है। 1966 में ताशकंद समझौते के बाद, शास्त्री जी का अचानक निधन हो गया। उनका निधन पूरे देश के लिए एक बड़ी क्षति थी। [511,1425,676,1540]
organic-market-body-col3: लिये अपने खेतों में जैविक पद्धति से उत्पादित खाद्यान्न लेकर आए थे। जैविक हाट में स्टॉल लगाने के इच्छुक कृषकगण जैविक हाट प्रभारी मलखान सिंह गहलोत ( मोबा. 9826189202 ) पर संपर्क कर सकते हैं। [548,413,724,463]
krishi-banner-text: कृषक कल्याण वर्ष [1019,1305,1081,1315]
red-cross-photo [892,215,1262,395]
top-left-brief-body: जिले के इंदरगढ़ थाना क्षेत्र के ग्राम भडोर में रविवार सुबह एक महिला ने फांसी लगाकर आत्महत्या कर ली। मृतिका सावित्री 44 वर्षीय पत्नी कमल सिंह कुशवाहा ने घर के कच्चे कमरे में म्यार से लटककर अपनी जान दे दी। पति ने गांव के ही दो भाइयों पर केस वापस लेने का दबाव बनाने और प्रताड़ित करने का आरोप लगाया है। पुलिस ने मर्ग कायम कर मामले की जांच शुरू कर दी है। [130,37,390,93]
collector-story: सफलता का कोई शॉर्टकट नहीं होता प्रयासों से मिलती है जीत- कलेक्टर ग्वालियर, ईएमएस। सफलता का कोई शॉर्टकट नहीं होता। निरंतर परिश्रम, सकारात्मक सोच और अनुशासित जीवन से सफलता प्राप्त होती है। लक्ष्य के प्रति पूर्ण समर्पण, समय का सदुपयोग तथा गुरुजनों के प्रति सम्मान व विश्वास, सफलता के मूल मंत्र हैं। यह प्रेरक विचार कलेक्टर रुचिका चौहान ने 'विवेकानंद युथ डायलॉग' विषय पर आयोजित संवाद कार्यक्रम में विद्यार्थियों और युवाओं को संबोधित करते हुए व्यक्त किए। राष्ट्रीय युवा दिवस के एक दिन पहले गुरुकुल ड्रीम फाउंडेशन द्वारा आयोजित इस कार्यक्रम में कलेक्टर श्रीमती चौहान ने यूपीएससी जैसी प्रतिष्ठित प्रतियोगी परीक्षा में अर्जित अपने अनुभव और संघर्ष साझा किए। उन्होंने कहा कि प्रतियोगी परीक्षाओं में सफलता के लिए केवल अधिक पढ़ना नहीं, बल्कि क्या पढ़ना है और क्या नहीं पढ़ना है, यह समझ विकसित करना अत्यंत आवश्यक है। स्वस्थ और सकारात्मक प्रतिस्पर्धा, ग्रुप डिस्कशन तथा निरंतर आत्ममूल्यांकन हमें सही दिशा प्रदान करते हैं। कलेक्टर श्रीमती चौहान ने युवाओं को सोशल मीडिया के सीमित और विवेकपूर्ण उपयोग की सलाह देते हुए पुस्तकों के माध्यम से गहन अध्ययन पर जोर दिया। उन्होंने उपभोक्तावादी सोच ( कंज्यूमरिज्म ) को कम करने और ज्ञान, कौशल तथा चरित्र निर्माण को प्राथमिकता देने का आह्वान किया। उन्होंने कहा कि 'जो युवा स्वयं पर निवेश करता है, वही भविष्य का नेतृत्व करता है।' अपने प्रेरक संबोधन में उन्होंने युवाओं से रचनात्मक सोच विकसित करने, समाज और प्रकृति के प्रति संवेदनशील बनने तथा पर्यावरण संरक्षण से जुड़ी गतिविधियों में सक्रिय भागीदारी का आह्वान किया। कार्यक्रम के दौरान कलेक्टर ने युवाओं की जिज्ञासाओं का सहजता और आत्मीयता से समाधान किया, जिससे संवाद और भी जीवंत हो उठा। कार्यक्रम का संदेश स्पष्ट था - सफलता एक दिन की घटना नहीं, बल्कि निरंतर अनुशासन, धैर्य और आत्मविश्वास की यात्रा है। सही मार्गदर्शन, स्पष्ट लक्ष्य और अटूट विश्वास के साथ आगे बढ़ने वाला युवा ही न केवल स्वयं सफल होता है, बल्कि समाज और राष्ट्र के निर्माण में भी महत्वपूर्ण भूमिका निभाता है। [963,550,1265,977]
krishi-rath-photo [850,1254,1265,1404]
cleanliness-inset [382,1075,578,1183]
miss-diva-banner-text: अभिनंदन करता [1169,1711,1221,1721]
collector-headline-line1: सफलता का कोई शॉर्टकट नहीं होता [1013,550,1215,568]
masthead [0,0,1279,150]
collector-photo [963,596,1113,736]
gray-bar-left [17,125,391,141]
krishi-headline-line2: की जानकारी देने कृषि रथ रवाना [945,1224,1170,1246]
top-right-brief-body: शहर के कोतवाली थाना क्षेत्र में बीती रात एक युवक की गोली मारकर हत्या कर दी गई। गंज-राजगढ़ मार्ग स्थित पड्डापूरा मोड़ पर 24 वर्षीय सुरेंद्र यादव जैसे ही अपनी कार से उतरा, बाइक सवार बदमाशों ने उस पर फायरिंग कर दी। पेट में गोली लगने से उसकी मौत हो गई। पुलिस ने इस मामले में 8 नामजद और 4 अज्ञात आरोपियों के खिलाफ हत्या का केस दर्ज किया है। हत्या की वजह आपसी रंजिश बताई जा रही है। [548,37,818,93]
shastri-body-col2: पंडित जवाहरलाल नेहरू के नेतृत्व में स्वतंत्रता आंदोलन में सक्रिय भूमिका निभाई। लाल बहादुर शास्त्री जी का जीवन सादगी, ईमानदारी और कर्तव्यपरायणता का प्रतीक था। उनका नारा जय जवान, जय किसान भारत की जनता को प्रेरित करने वाला मंत्र बना। यह नारा उन्होंने 1965 के भारत-पाक युद्ध के दौरान दिया, जब देश को सैनिकों की वीरता और किसानों के परिश्रम की सबसे अधिक आवश्यकता थी। यह नारा आज भी हमारे दिलों में गूंजता है और हमें राष्ट्र के प्रति [336,1425,501,1553]
masthead-orange-rule [17,145,1262,148]
